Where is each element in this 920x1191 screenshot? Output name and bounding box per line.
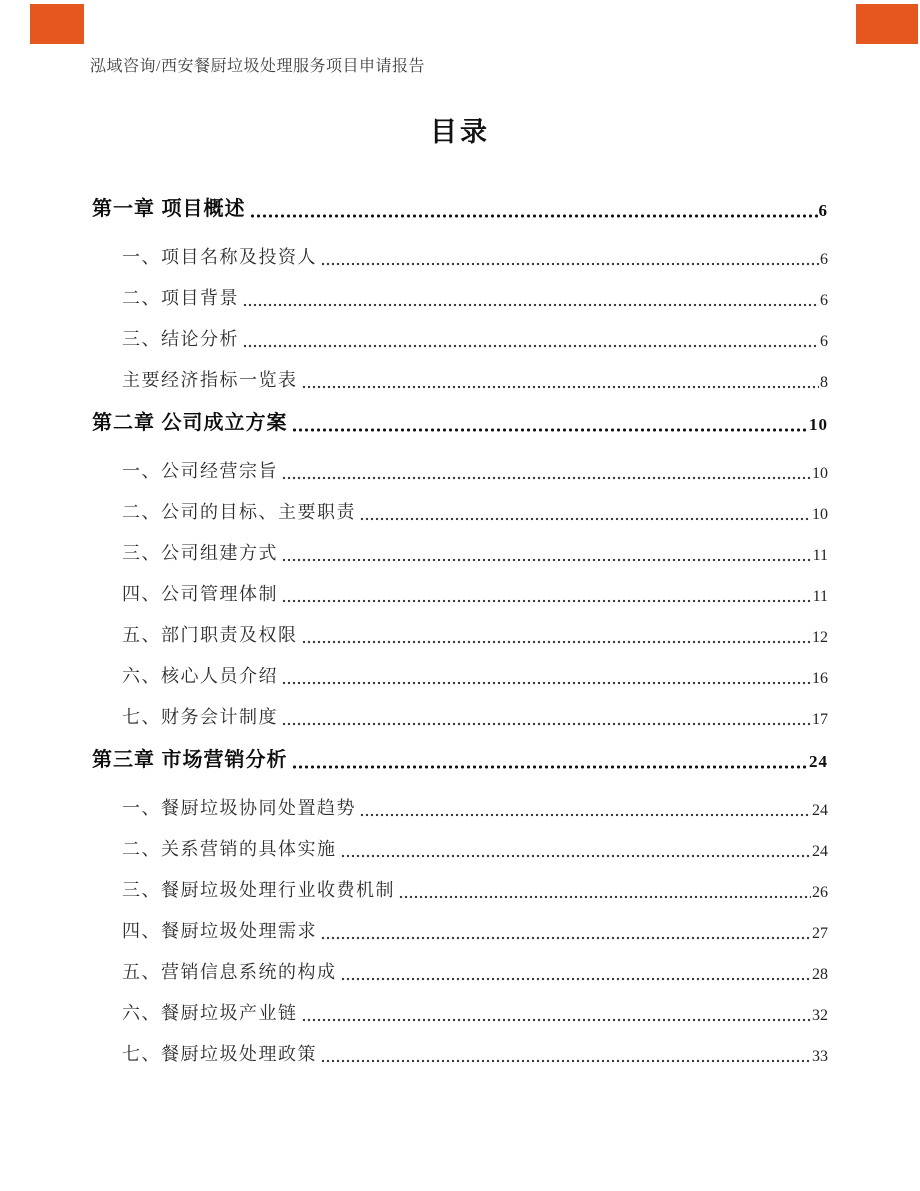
dotted-leader-icon xyxy=(292,427,808,433)
toc-entry-label: 一、公司经营宗旨 xyxy=(122,461,278,481)
toc-entry-label: 三、公司组建方式 xyxy=(122,543,278,563)
toc-page-number: 27 xyxy=(812,925,828,942)
toc-item-row[interactable] xyxy=(92,585,828,606)
toc-entry-label: 主要经济指标一览表 xyxy=(122,370,298,390)
toc-item-row[interactable] xyxy=(92,708,828,729)
toc-page-number: 12 xyxy=(812,629,828,646)
toc-page-number: 10 xyxy=(809,415,828,434)
toc-item-row[interactable] xyxy=(92,544,828,565)
toc-item-row[interactable] xyxy=(92,1045,828,1066)
dotted-leader-icon xyxy=(282,475,811,481)
dotted-leader-icon xyxy=(321,935,811,941)
toc-page-number: 6 xyxy=(820,251,828,268)
toc-page-number: 10 xyxy=(812,465,828,482)
toc-item-row[interactable] xyxy=(92,503,828,524)
corner-accent-left-block xyxy=(30,4,84,44)
toc-page-number: 24 xyxy=(812,843,828,860)
toc-page-number: 6 xyxy=(818,201,828,220)
toc-item-row[interactable] xyxy=(92,840,828,861)
dotted-leader-icon xyxy=(302,384,820,390)
toc-item-row[interactable] xyxy=(92,1004,828,1025)
toc-item-row[interactable] xyxy=(92,922,828,943)
dotted-leader-icon xyxy=(282,680,811,686)
dotted-leader-icon xyxy=(243,302,819,308)
dotted-leader-icon xyxy=(282,721,811,727)
toc-entry-label: 七、餐厨垃圾处理政策 xyxy=(122,1044,317,1064)
dotted-leader-icon xyxy=(321,1058,811,1064)
toc-entry-label: 五、营销信息系统的构成 xyxy=(122,962,337,982)
toc-entry-label: 第三章 市场营销分析 xyxy=(92,749,288,771)
toc-entry-label: 第一章 项目概述 xyxy=(92,198,246,220)
document-header: 泓域咨询/西安餐厨垃圾处理服务项目申请报告 xyxy=(90,58,425,75)
dotted-leader-icon xyxy=(292,764,808,770)
toc-entry-label: 二、项目背景 xyxy=(122,288,239,308)
toc-entry-label: 五、部门职责及权限 xyxy=(122,625,298,645)
toc-item-row[interactable] xyxy=(92,371,828,392)
toc-entry-label: 七、财务会计制度 xyxy=(122,707,278,727)
dotted-leader-icon xyxy=(341,976,812,982)
toc-item-row[interactable] xyxy=(92,881,828,902)
toc-page-number: 10 xyxy=(812,506,828,523)
toc-page-number: 17 xyxy=(812,711,828,728)
toc-page-number: 32 xyxy=(812,1007,828,1024)
page-title: 目录 xyxy=(430,117,490,147)
toc-page-number: 6 xyxy=(820,333,828,350)
toc-page-number: 33 xyxy=(812,1048,828,1065)
dotted-leader-icon xyxy=(243,343,819,349)
dotted-leader-icon xyxy=(302,1017,812,1023)
dotted-leader-icon xyxy=(321,261,819,267)
toc-item-row[interactable] xyxy=(92,667,828,688)
toc-page-number: 24 xyxy=(812,802,828,819)
corner-accent-right-block xyxy=(856,4,918,44)
dotted-leader-icon xyxy=(341,853,812,859)
toc-chapter-row[interactable] xyxy=(92,198,828,221)
toc-item-row[interactable] xyxy=(92,330,828,351)
toc-entry-label: 四、公司管理体制 xyxy=(122,584,278,604)
toc-entry-label: 二、关系营销的具体实施 xyxy=(122,839,337,859)
toc-entry-label: 三、结论分析 xyxy=(122,329,239,349)
toc-item-row[interactable] xyxy=(92,799,828,820)
toc-entry-label: 一、项目名称及投资人 xyxy=(122,247,317,267)
toc-page-number: 11 xyxy=(812,588,828,605)
toc-page-number: 24 xyxy=(809,752,828,771)
dotted-leader-icon xyxy=(360,812,811,818)
toc-item-row[interactable] xyxy=(92,462,828,483)
toc-item-row[interactable] xyxy=(92,963,828,984)
toc-page-number: 16 xyxy=(812,670,828,687)
toc-item-row[interactable] xyxy=(92,248,828,269)
toc-entry-label: 二、公司的目标、主要职责 xyxy=(122,502,356,522)
dotted-leader-icon xyxy=(282,557,812,563)
dotted-leader-icon xyxy=(282,598,812,604)
toc-page-number: 28 xyxy=(812,966,828,983)
dotted-leader-icon xyxy=(302,639,812,645)
toc-entry-label: 六、餐厨垃圾产业链 xyxy=(122,1003,298,1023)
toc-entry-label: 第二章 公司成立方案 xyxy=(92,412,288,434)
dotted-leader-icon xyxy=(399,894,811,900)
dotted-leader-icon xyxy=(360,516,811,522)
toc-chapter-row[interactable] xyxy=(92,749,828,772)
toc-page-number: 11 xyxy=(812,547,828,564)
toc-entry-label: 四、餐厨垃圾处理需求 xyxy=(122,921,317,941)
toc-item-row[interactable] xyxy=(92,626,828,647)
toc-entry-label: 三、餐厨垃圾处理行业收费机制 xyxy=(122,880,395,900)
toc-page-number: 6 xyxy=(820,292,828,309)
toc-entry-label: 六、核心人员介绍 xyxy=(122,666,278,686)
dotted-leader-icon xyxy=(250,213,818,219)
toc-page-number: 8 xyxy=(820,374,828,391)
toc-entry-label: 一、餐厨垃圾协同处置趋势 xyxy=(122,798,356,818)
toc-item-row[interactable] xyxy=(92,289,828,310)
table-of-contents xyxy=(92,186,828,1086)
toc-page-number: 26 xyxy=(812,884,828,901)
toc-chapter-row[interactable] xyxy=(92,412,828,435)
